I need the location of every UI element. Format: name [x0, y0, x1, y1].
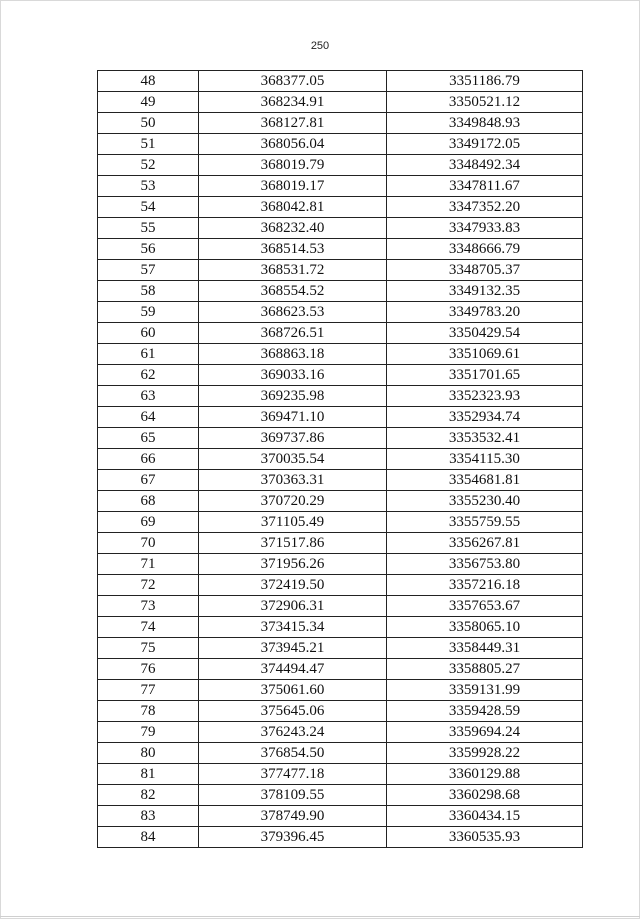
x-coordinate-cell: 368554.52	[199, 281, 387, 302]
y-coordinate-cell: 3359131.99	[387, 680, 583, 701]
x-coordinate-cell: 371517.86	[199, 533, 387, 554]
table-row	[98, 491, 583, 512]
x-coordinate-cell: 369737.86	[199, 428, 387, 449]
x-coordinate-cell: 368234.91	[199, 92, 387, 113]
point-number-cell: 49	[98, 92, 199, 113]
x-coordinate-cell: 377477.18	[199, 764, 387, 785]
point-number-cell: 48	[98, 71, 199, 92]
table-row	[98, 113, 583, 134]
x-coordinate-cell: 372906.31	[199, 596, 387, 617]
point-number-cell: 56	[98, 239, 199, 260]
y-coordinate-cell: 3359928.22	[387, 743, 583, 764]
x-coordinate-cell: 368531.72	[199, 260, 387, 281]
table-row	[98, 155, 583, 176]
table-row	[98, 512, 583, 533]
x-coordinate-cell: 378109.55	[199, 785, 387, 806]
table-row	[98, 743, 583, 764]
y-coordinate-cell: 3347352.20	[387, 197, 583, 218]
point-number-cell: 54	[98, 197, 199, 218]
table-row	[98, 386, 583, 407]
y-coordinate-cell: 3354681.81	[387, 470, 583, 491]
y-coordinate-cell: 3355230.40	[387, 491, 583, 512]
y-coordinate-cell: 3351186.79	[387, 71, 583, 92]
x-coordinate-cell: 369471.10	[199, 407, 387, 428]
table-row	[98, 764, 583, 785]
x-coordinate-cell: 370363.31	[199, 470, 387, 491]
point-number-cell: 58	[98, 281, 199, 302]
point-number-cell: 71	[98, 554, 199, 575]
point-number-cell: 52	[98, 155, 199, 176]
point-number-cell: 65	[98, 428, 199, 449]
point-number-cell: 67	[98, 470, 199, 491]
page-number: 250	[310, 40, 330, 52]
page-bottom-edge	[0, 916, 640, 917]
x-coordinate-cell: 370035.54	[199, 449, 387, 470]
x-coordinate-cell: 379396.45	[199, 827, 387, 848]
y-coordinate-cell: 3349783.20	[387, 302, 583, 323]
x-coordinate-cell: 368514.53	[199, 239, 387, 260]
table-row	[98, 806, 583, 827]
y-coordinate-cell: 3354115.30	[387, 449, 583, 470]
point-number-cell: 83	[98, 806, 199, 827]
table-row	[98, 71, 583, 92]
table-row	[98, 533, 583, 554]
point-number-cell: 79	[98, 722, 199, 743]
table-row	[98, 218, 583, 239]
table-row	[98, 134, 583, 155]
point-number-cell: 76	[98, 659, 199, 680]
y-coordinate-cell: 3358449.31	[387, 638, 583, 659]
point-number-cell: 70	[98, 533, 199, 554]
x-coordinate-cell: 368056.04	[199, 134, 387, 155]
table-row	[98, 407, 583, 428]
y-coordinate-cell: 3351069.61	[387, 344, 583, 365]
y-coordinate-cell: 3360298.68	[387, 785, 583, 806]
x-coordinate-cell: 373415.34	[199, 617, 387, 638]
x-coordinate-cell: 372419.50	[199, 575, 387, 596]
y-coordinate-cell: 3349172.05	[387, 134, 583, 155]
table-row	[98, 344, 583, 365]
table-row	[98, 596, 583, 617]
x-coordinate-cell: 376243.24	[199, 722, 387, 743]
point-number-cell: 60	[98, 323, 199, 344]
point-number-cell: 59	[98, 302, 199, 323]
point-number-cell: 50	[98, 113, 199, 134]
y-coordinate-cell: 3356753.80	[387, 554, 583, 575]
y-coordinate-cell: 3350429.54	[387, 323, 583, 344]
point-number-cell: 53	[98, 176, 199, 197]
table-row	[98, 659, 583, 680]
point-number-cell: 84	[98, 827, 199, 848]
table-row	[98, 239, 583, 260]
table-row	[98, 701, 583, 722]
x-coordinate-cell: 371105.49	[199, 512, 387, 533]
y-coordinate-cell: 3358805.27	[387, 659, 583, 680]
point-number-cell: 62	[98, 365, 199, 386]
point-number-cell: 69	[98, 512, 199, 533]
point-number-cell: 78	[98, 701, 199, 722]
table-row	[98, 365, 583, 386]
point-number-cell: 66	[98, 449, 199, 470]
table-row	[98, 302, 583, 323]
point-number-cell: 75	[98, 638, 199, 659]
x-coordinate-cell: 368019.17	[199, 176, 387, 197]
x-coordinate-cell: 376854.50	[199, 743, 387, 764]
table-row	[98, 638, 583, 659]
point-number-cell: 72	[98, 575, 199, 596]
coordinate-table-body	[98, 71, 583, 848]
table-row	[98, 617, 583, 638]
x-coordinate-cell: 368623.53	[199, 302, 387, 323]
y-coordinate-cell: 3351701.65	[387, 365, 583, 386]
y-coordinate-cell: 3359694.24	[387, 722, 583, 743]
point-number-cell: 80	[98, 743, 199, 764]
table-row	[98, 449, 583, 470]
table-row	[98, 722, 583, 743]
table-row	[98, 575, 583, 596]
y-coordinate-cell: 3347933.83	[387, 218, 583, 239]
x-coordinate-cell: 368726.51	[199, 323, 387, 344]
point-number-cell: 51	[98, 134, 199, 155]
point-number-cell: 57	[98, 260, 199, 281]
table-row	[98, 428, 583, 449]
point-number-cell: 74	[98, 617, 199, 638]
point-number-cell: 64	[98, 407, 199, 428]
y-coordinate-cell: 3348666.79	[387, 239, 583, 260]
x-coordinate-cell: 368042.81	[199, 197, 387, 218]
x-coordinate-cell: 370720.29	[199, 491, 387, 512]
x-coordinate-cell: 368019.79	[199, 155, 387, 176]
table-row	[98, 785, 583, 806]
x-coordinate-cell: 375061.60	[199, 680, 387, 701]
y-coordinate-cell: 3359428.59	[387, 701, 583, 722]
point-number-cell: 68	[98, 491, 199, 512]
y-coordinate-cell: 3356267.81	[387, 533, 583, 554]
y-coordinate-cell: 3357216.18	[387, 575, 583, 596]
x-coordinate-cell: 375645.06	[199, 701, 387, 722]
y-coordinate-cell: 3349848.93	[387, 113, 583, 134]
y-coordinate-cell: 3352323.93	[387, 386, 583, 407]
point-number-cell: 82	[98, 785, 199, 806]
x-coordinate-cell: 371956.26	[199, 554, 387, 575]
y-coordinate-cell: 3360535.93	[387, 827, 583, 848]
point-number-cell: 77	[98, 680, 199, 701]
y-coordinate-cell: 3360129.88	[387, 764, 583, 785]
x-coordinate-cell: 369033.16	[199, 365, 387, 386]
y-coordinate-cell: 3347811.67	[387, 176, 583, 197]
y-coordinate-cell: 3360434.15	[387, 806, 583, 827]
coordinate-table	[97, 70, 583, 848]
x-coordinate-cell: 373945.21	[199, 638, 387, 659]
point-number-cell: 55	[98, 218, 199, 239]
table-row	[98, 176, 583, 197]
y-coordinate-cell: 3355759.55	[387, 512, 583, 533]
y-coordinate-cell: 3348705.37	[387, 260, 583, 281]
point-number-cell: 81	[98, 764, 199, 785]
table-row	[98, 827, 583, 848]
point-number-cell: 61	[98, 344, 199, 365]
y-coordinate-cell: 3357653.67	[387, 596, 583, 617]
y-coordinate-cell: 3352934.74	[387, 407, 583, 428]
x-coordinate-cell: 368232.40	[199, 218, 387, 239]
y-coordinate-cell: 3350521.12	[387, 92, 583, 113]
table-row	[98, 281, 583, 302]
table-row	[98, 323, 583, 344]
table-row	[98, 680, 583, 701]
x-coordinate-cell: 369235.98	[199, 386, 387, 407]
table-row	[98, 554, 583, 575]
table-row	[98, 470, 583, 491]
point-number-cell: 63	[98, 386, 199, 407]
y-coordinate-cell: 3353532.41	[387, 428, 583, 449]
table-row	[98, 92, 583, 113]
x-coordinate-cell: 374494.47	[199, 659, 387, 680]
x-coordinate-cell: 368377.05	[199, 71, 387, 92]
y-coordinate-cell: 3348492.34	[387, 155, 583, 176]
x-coordinate-cell: 368863.18	[199, 344, 387, 365]
y-coordinate-cell: 3358065.10	[387, 617, 583, 638]
x-coordinate-cell: 378749.90	[199, 806, 387, 827]
y-coordinate-cell: 3349132.35	[387, 281, 583, 302]
table-row	[98, 197, 583, 218]
table-row	[98, 260, 583, 281]
x-coordinate-cell: 368127.81	[199, 113, 387, 134]
point-number-cell: 73	[98, 596, 199, 617]
